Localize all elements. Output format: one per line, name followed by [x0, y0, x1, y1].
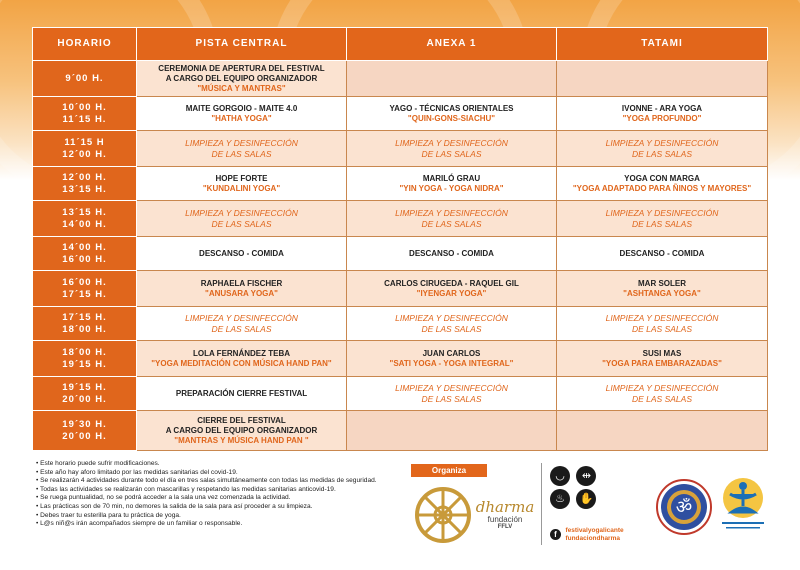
time-cell: 9´00 H.	[33, 61, 137, 97]
tatami-cell: IVONNE - ARA YOGA "YOGA PROFUNDO"	[557, 97, 768, 131]
table-row	[33, 341, 768, 377]
tatami-cell: SUSI MAS "YOGA PARA EMBARAZADAS"	[557, 341, 768, 377]
handwash-icon: ✋	[576, 489, 596, 509]
pista-cell: LOLA FERNÁNDEZ TEBA "YOGA MEDITACIÓN CON MÚSICA HAND PAN"	[137, 341, 347, 377]
table-row	[33, 61, 768, 97]
note-item: • Las prácticas son de 70 min, no demores la salida de la sala para así proceder a su limpieza.	[36, 503, 406, 512]
tatami-cell: MAR SOLER "ASHTANGA YOGA"	[557, 271, 768, 307]
header-pista-central: PISTA CENTRAL	[137, 28, 347, 61]
note-item: • Este año hay aforo limitado por las medidas sanitarias del covid-19.	[36, 469, 406, 478]
anexa-cell-empty	[347, 411, 557, 451]
anexa-cell: YAGO - TÉCNICAS ORIENTALES "QUIN-GONS-SIACHU"	[347, 97, 557, 131]
dharma-wheel-icon	[414, 486, 472, 544]
tatami-cell: LIMPIEZA Y DESINFECCIÓN DE LAS SALAS	[557, 377, 768, 411]
anexa-cell: LIMPIEZA Y DESINFECCIÓN DE LAS SALAS	[347, 131, 557, 167]
table-row	[33, 237, 768, 271]
pista-cell: MAITE GORGOIO - MAITE 4.0 "HATHA YOGA"	[137, 97, 347, 131]
anexa-cell-empty	[347, 61, 557, 97]
tatami-cell: DESCANSO - COMIDA	[557, 237, 768, 271]
anexa-cell: LIMPIEZA Y DESINFECCIÓN DE LAS SALAS	[347, 201, 557, 237]
anexa-cell: LIMPIEZA Y DESINFECCIÓN DE LAS SALAS	[347, 307, 557, 341]
pista-cell: LIMPIEZA Y DESINFECCIÓN DE LAS SALAS	[137, 307, 347, 341]
facebook-icon[interactable]: f	[550, 529, 561, 540]
table-row	[33, 97, 768, 131]
pista-cell: LIMPIEZA Y DESINFECCIÓN DE LAS SALAS	[137, 131, 347, 167]
social-link-fundacion[interactable]: fundaciondharma	[565, 534, 620, 542]
header-horario: HORARIO	[33, 28, 137, 61]
pista-cell: CEREMONIA DE APERTURA DEL FESTIVAL A CARGO DEL EQUIPO ORGANIZADOR "MÚSICA Y MANTRAS"	[137, 61, 347, 97]
sanitizer-icon: ♨	[550, 489, 570, 509]
pista-cell: LIMPIEZA Y DESINFECCIÓN DE LAS SALAS	[137, 201, 347, 237]
note-item: • Se ruega puntualidad, no se podrá acceder a la sala una vez comenzada la actividad.	[36, 494, 406, 503]
footer-divider	[541, 463, 542, 545]
brand-tag: FFLV	[497, 524, 513, 530]
note-item: • Debes traer tu esterilla para tu práctica de yoga.	[36, 512, 406, 521]
table-row	[33, 167, 768, 201]
time-cell: 14´00 H. 16´00 H.	[33, 237, 137, 271]
brand-name: dharma	[475, 498, 535, 516]
time-cell: 17´15 H. 18´00 H.	[33, 307, 137, 341]
table-row	[33, 411, 768, 451]
tatami-cell: YOGA CON MARGA "YOGA ADAPTADO PARA ÑINOS Y MAYORES"	[557, 167, 768, 201]
pista-cell: PREPARACIÓN CIERRE FESTIVAL	[137, 377, 347, 411]
note-item: • L@s niñ@s irán acompañados siempre de un familiar o responsable.	[36, 520, 406, 529]
time-cell: 19´30 H. 20´00 H.	[33, 411, 137, 451]
note-item: • Se realizarán 4 actividades durante todo el día en tres salas simultáneamente con todas las medidas de seguridad.	[36, 477, 406, 486]
anexa-cell: MARILÓ GRAU "YIN YOGA - YOGA NIDRA"	[347, 167, 557, 201]
time-cell: 13´15 H. 14´00 H.	[33, 201, 137, 237]
table-row	[33, 271, 768, 307]
om-logo-icon	[655, 478, 713, 536]
time-cell: 12´00 H. 13´15 H.	[33, 167, 137, 201]
table-row	[33, 131, 768, 167]
brand-sub: fundación	[487, 515, 523, 524]
anexa-cell: DESCANSO - COMIDA	[347, 237, 557, 271]
schedule-table	[32, 27, 768, 451]
table-row	[33, 307, 768, 341]
note-item: • Todas las actividades se realizarán con mascarillas y respetando las medidas sanitarias anticovid-19.	[36, 486, 406, 495]
dharma-logo	[470, 500, 540, 530]
header-anexa-1: ANEXA 1	[347, 28, 557, 61]
tatami-cell: LIMPIEZA Y DESINFECCIÓN DE LAS SALAS	[557, 201, 768, 237]
anexa-cell: CARLOS CIRUGEDA - RAQUEL GIL "IYENGAR YOGA"	[347, 271, 557, 307]
notes-list	[36, 460, 406, 529]
tatami-cell-empty	[557, 411, 768, 451]
time-cell: 16´00 H. 17´15 H.	[33, 271, 137, 307]
distance-icon: ⇹	[576, 466, 596, 486]
pista-cell: HOPE FORTE "KUNDALINI YOGA"	[137, 167, 347, 201]
anexa-cell: LIMPIEZA Y DESINFECCIÓN DE LAS SALAS	[347, 377, 557, 411]
pista-cell: CIERRE DEL FESTIVAL A CARGO DEL EQUIPO ORGANIZADOR "MANTRAS Y MÚSICA HAND PAN "	[137, 411, 347, 451]
time-cell: 10´00 H. 11´15 H.	[33, 97, 137, 131]
pista-cell: RAPHAELA FISCHER "ANUSARA YOGA"	[137, 271, 347, 307]
svg-text:ॐ: ॐ	[675, 497, 693, 518]
note-item: • Este horario puede sufrir modificaciones.	[36, 460, 406, 469]
time-cell: 18´00 H. 19´15 H.	[33, 341, 137, 377]
header-tatami: TATAMI	[557, 28, 768, 61]
rules-icons	[550, 466, 600, 512]
social-link-festival[interactable]: festivalyogalicante	[565, 526, 624, 534]
time-cell: 19´15 H. 20´00 H.	[33, 377, 137, 411]
table-row	[33, 377, 768, 411]
header-row	[33, 28, 768, 61]
yoga-figure-logo-icon	[718, 476, 768, 538]
organiza-label: Organiza	[411, 464, 487, 477]
social-links	[550, 526, 650, 544]
mask-icon: ◡	[550, 466, 570, 486]
table-row	[33, 201, 768, 237]
tatami-cell-empty	[557, 61, 768, 97]
tatami-cell: LIMPIEZA Y DESINFECCIÓN DE LAS SALAS	[557, 131, 768, 167]
tatami-cell: LIMPIEZA Y DESINFECCIÓN DE LAS SALAS	[557, 307, 768, 341]
pista-cell: DESCANSO - COMIDA	[137, 237, 347, 271]
anexa-cell: JUAN CARLOS "SATI YOGA - YOGA INTEGRAL"	[347, 341, 557, 377]
time-cell: 11´15 H 12´00 H.	[33, 131, 137, 167]
